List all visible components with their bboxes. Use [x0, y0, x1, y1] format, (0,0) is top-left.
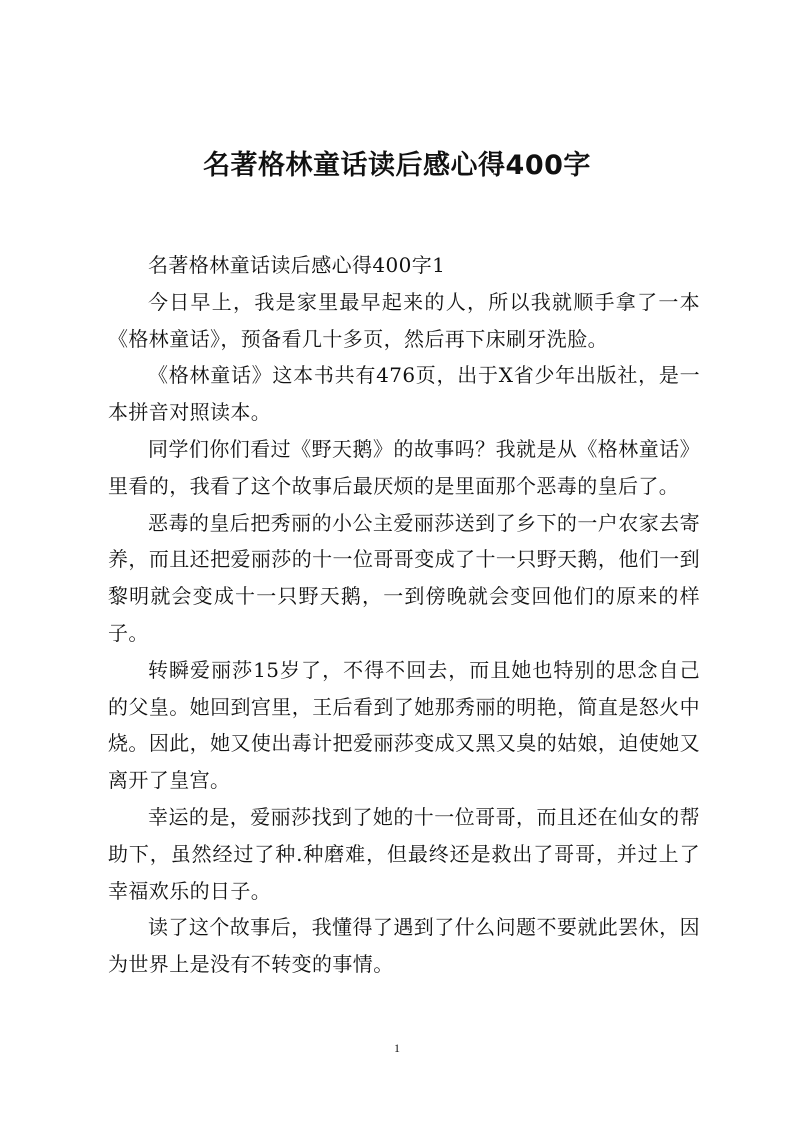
page-number: 1 — [394, 1041, 400, 1055]
paragraph: 同学们你们看过《野天鹅》的故事吗？我就是从《格林童话》里看的，我看了这个故事后最厌烦的是里面那个恶毒的皇后了。 — [108, 436, 700, 498]
paragraph: 《格林童话》这本书共有476页，出于X省少年出版社，是一本拼音对照读本。 — [108, 363, 700, 425]
paragraph: 转瞬爱丽莎15岁了，不得不回去，而且她也特别的思念自己的父皇。她回到宫里，王后看到了她那秀丽的明艳，简直是怒火中烧。因此，她又使出毒计把爱丽莎变成又黑又臭的姑娘，迫使她又离开了皇宫。 — [108, 657, 700, 793]
paragraph: 恶毒的皇后把秀丽的小公主爱丽莎送到了乡下的一户农家去寄养，而且还把爱丽莎的十一位哥哥变成了十一只野天鹅，他们一到黎明就会变成十一只野天鹅，一到傍晚就会变回他们的原来的样子。 — [108, 510, 700, 645]
paragraph: 今日早上，我是家里最早起来的人，所以我就顺手拿了一本《格林童话》，预备看几十多页，然后再下床刷牙洗脸。 — [108, 289, 700, 351]
paragraph-subtitle: 名著格林童话读后感心得400字1 — [148, 253, 446, 277]
document-body — [108, 247, 700, 983]
paragraph: 幸运的是，爱丽莎找到了她的十一位哥哥，而且还在仙女的帮助下，虽然经过了种.种磨难，但最终还是救出了哥哥，并过上了幸福欢乐的日子。 — [108, 804, 700, 903]
document-title: 名著格林童话读后感心得400字 — [203, 150, 591, 181]
paragraph: 读了这个故事后，我懂得了遇到了什么问题不要就此罢休，因为世界上是没有不转变的事情。 — [108, 915, 700, 977]
